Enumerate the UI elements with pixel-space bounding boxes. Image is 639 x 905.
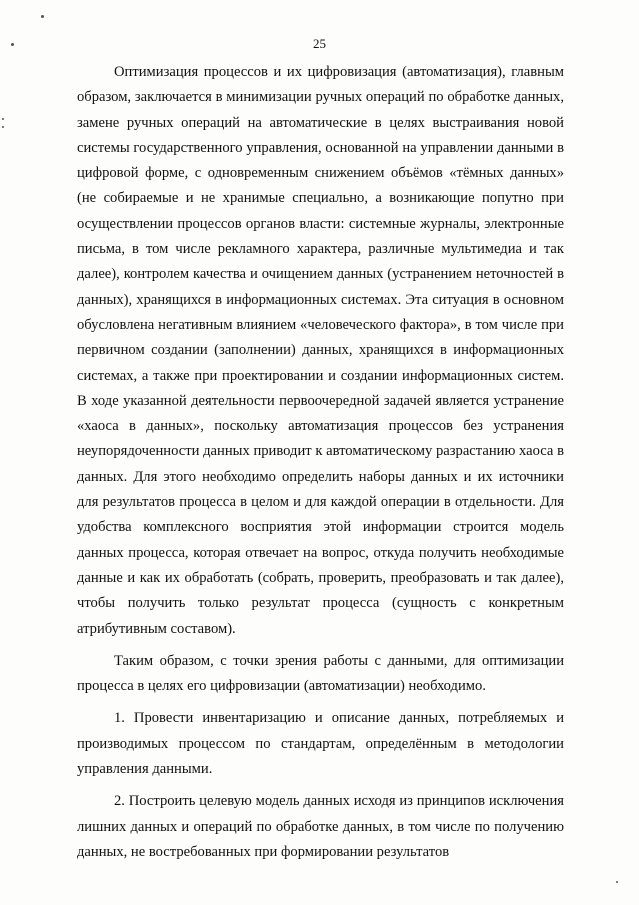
list-item: 1. Провести инвентаризацию и описание данных, потребляемых и производимых процессом по стандартам, определённым в методологии управления данными.: [77, 710, 564, 778]
paragraph: Таким образом, с точки зрения работы с данными, для оптимизации процесса в целях его цифровизации (автоматизации) необходимо.: [77, 652, 564, 695]
scan-speck: [616, 881, 618, 883]
paragraph: Оптимизация процессов и их цифровизация (автоматизация), главным образом, заключается в минимизации ручных операций по обработке данных, замене ручных операций на автоматические в целях выстраивания новой системы государственного управления, основанной на управлении данными в цифровой форме, с одновременным снижением объёмов «тёмных данных» (не собираемые и не хранимые специально, а возникающие попутно при осуществлении процессов органов власти: системные журналы, электронные письма, в том числе рекламного характера, различные мультимедиа и так далее), контролем качества и очищением данных (устранением неточностей в данных), хранящихся в информационных системах. Эта ситуация в основном обусловлена негативным влиянием «человеческого фактора», в том числе при первичном создании (заполнении) данных, хранящихся в информационных системах, а также при проектировании и создании информационных систем. В ходе указанной деятельности первоочередной задачей является устранение «хаоса в данных», поскольку автоматизация процессов без устранения неупорядоченности данных приводит к автоматическому разрастанию хаоса в данных. Для этого необходимо определить наборы данных и их источники для результатов процесса в целом и для каждой операции в отдельности. Для удобства комплексного восприятия этой информации строится модель данных процесса, которая отвечает на вопрос, откуда получить необходимые данные и как их обработать (собрать, проверить, преобразовать и так далее), чтобы получить только результат процесса (сущность с конкретным атрибутивным составом).: [77, 64, 564, 637]
scan-speck: [41, 15, 44, 18]
scan-speck: [2, 126, 4, 128]
page-number: 25: [313, 36, 326, 51]
body-text: [77, 60, 564, 865]
list-item: 2. Построить целевую модель данных исходя из принципов исключения лишних данных и операций по обработке данных, в том числе по получению данных, не востребованных при формировании результатов: [77, 793, 564, 860]
scan-speck: [2, 118, 4, 120]
